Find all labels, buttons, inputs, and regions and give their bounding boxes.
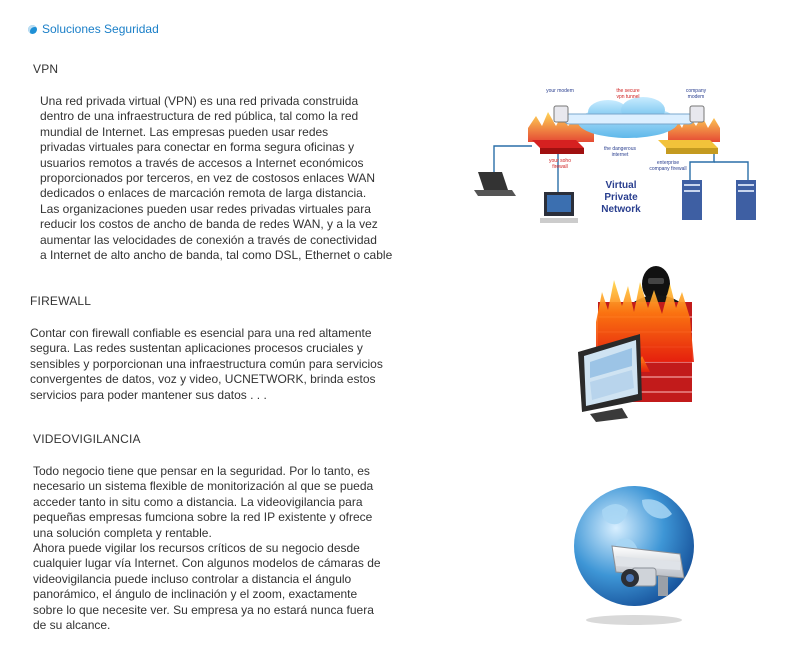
surveillance-graphic: [572, 470, 697, 630]
bullet-icon: [28, 25, 37, 34]
vpn-line: Las organizaciones pueden usar redes privadas virtuales para: [40, 201, 371, 216]
vpn-line: reducir los costos de ancho de banda de redes WAN, y a la vez: [40, 217, 378, 232]
caption-network: Network: [601, 204, 641, 215]
video-line: Ahora puede vigilar los recursos críticos de su negocio desde: [33, 541, 360, 556]
video-paragraph: [33, 464, 381, 633]
vpn-line: dentro de una infraestructura de red pública, tal como la red: [40, 109, 359, 124]
vpn-diagram: [468, 80, 788, 235]
video-line: cualquier lugar vía Internet. Con algunos modelos de cámaras de: [33, 556, 381, 571]
label-dangerous-1: the dangerous: [604, 146, 636, 152]
page-header: [28, 22, 159, 36]
page-title[interactable]: Soluciones Seguridad: [42, 22, 159, 36]
video-line: de su alcance.: [33, 618, 111, 633]
label-soho-2: firewall: [552, 164, 568, 170]
vpn-paragraph: [40, 94, 392, 263]
vpn-line: usuarios remotos a través de accesos a Internet económicos: [40, 155, 364, 170]
label-soho-1: your soho: [549, 158, 571, 164]
vpn-diagram-graphic: [468, 80, 788, 230]
label-enterprise-2: company firewall: [649, 166, 687, 172]
label-secure-1: the secure: [616, 88, 640, 94]
section-title-vpn: VPN: [33, 62, 59, 76]
caption-virtual: Virtual: [605, 180, 637, 191]
firewall-line: servicios para poder mantener sus datos . . .: [30, 387, 267, 402]
video-line: videovigilancia puede incluso controlar a distancia el ángulo: [33, 571, 352, 586]
label-secure-2: vpn tunnel: [616, 94, 640, 100]
firewall-image: [576, 262, 701, 427]
video-line: panorámico, el ángulo de inclinación y el zoom, exactamente: [33, 587, 358, 602]
label-your-modem: your modem: [546, 88, 574, 94]
video-line: sobre lo que necesite ver. Su empresa ya no estará nunca fuera: [33, 602, 374, 617]
video-line: pequeñas empresas fumciona sobre la red IP existente y ofrece: [33, 510, 373, 525]
surveillance-image: [572, 470, 697, 635]
firewall-line: convergentes de datos, voz y video, UCNETWORK, brinda estos: [30, 372, 376, 387]
video-line: necesario un sistema flexible de monitorización al que se pueda: [33, 479, 374, 494]
firewall-paragraph: [30, 326, 383, 403]
label-dangerous-2: internet: [611, 152, 629, 158]
section-title-firewall: FIREWALL: [30, 294, 92, 308]
vpn-line: mundial de Internet. Las empresas pueden usar redes: [40, 124, 329, 139]
vpn-line: dedicados o enlaces de marcación remota de larga distancia.: [40, 186, 367, 201]
label-company-modem-2: modem: [687, 94, 705, 100]
video-line: acceder tanto in situ como a distancia. La videovigilancia para: [33, 494, 363, 509]
firewall-line: sensibles y porporcionan una infraestructura común para servicios: [30, 356, 383, 371]
caption-private: Private: [604, 192, 638, 203]
vpn-line: privadas virtuales para conectar en forma segura oficinas y: [40, 140, 355, 155]
firewall-graphic: [576, 262, 701, 422]
vpn-line: aumentar las velocidades de conexión a través de conectividad: [40, 232, 377, 247]
label-enterprise-1: enterprise: [656, 160, 680, 166]
label-company-modem-1: company: [685, 88, 707, 94]
vpn-line: proporcionados por terceros, en vez de costosos enlaces WAN: [40, 171, 376, 186]
vpn-line: Una red privada virtual (VPN) es una red privada construida: [40, 94, 359, 108]
video-line: una solución completa y rentable.: [33, 525, 212, 540]
firewall-line: Contar con firewall confiable es esencial para una red altamente: [30, 326, 372, 340]
section-title-video: VIDEOVIGILANCIA: [33, 432, 141, 446]
vpn-line: a Internet de alto ancho de banda, tal como DSL, Ethernet o cable: [40, 248, 393, 263]
firewall-line: segura. Las redes sustentan aplicaciones procesos cruciales y: [30, 341, 363, 356]
video-line: Todo negocio tiene que pensar en la seguridad. Por lo tanto, es: [33, 464, 370, 478]
